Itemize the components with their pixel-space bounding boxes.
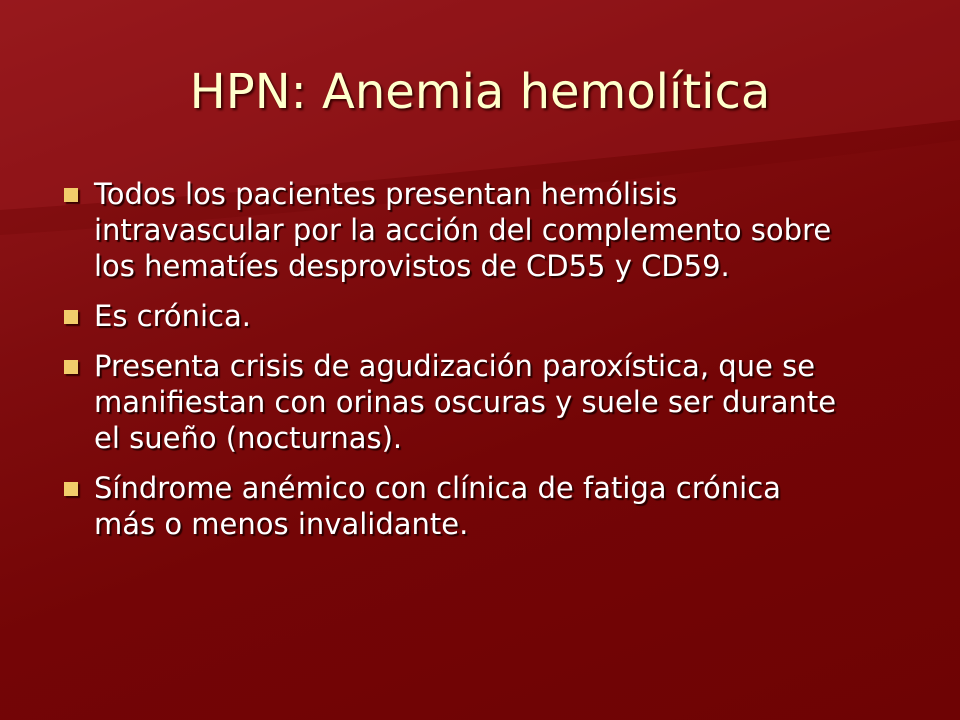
bullet-text: Síndrome anémico con clínica de fatiga crónica más o menos invalidante. — [94, 471, 781, 541]
bullet-text: Todos los pacientes presentan hemólisis intravascular por la acción del complemento sobre los hematíes desprovistos de CD55 y CD59. — [94, 177, 832, 283]
square-bullet-icon — [64, 310, 78, 324]
bullet-list — [58, 176, 848, 556]
square-bullet-icon — [64, 482, 78, 496]
slide-title: HPN: Anemia hemolítica — [189, 64, 771, 120]
bullet-item-1 — [58, 176, 848, 284]
square-bullet-icon — [64, 360, 78, 374]
bullet-item-2 — [58, 298, 848, 334]
bullet-text: Presenta crisis de agudización paroxística, que se manifiestan con orinas oscuras y suele ser durante el sueño (nocturnas). — [94, 349, 837, 455]
bullet-item-3 — [58, 348, 848, 456]
bullet-text: Es crónica. — [94, 299, 251, 333]
bullet-item-4 — [58, 470, 848, 542]
square-bullet-icon — [64, 188, 78, 202]
